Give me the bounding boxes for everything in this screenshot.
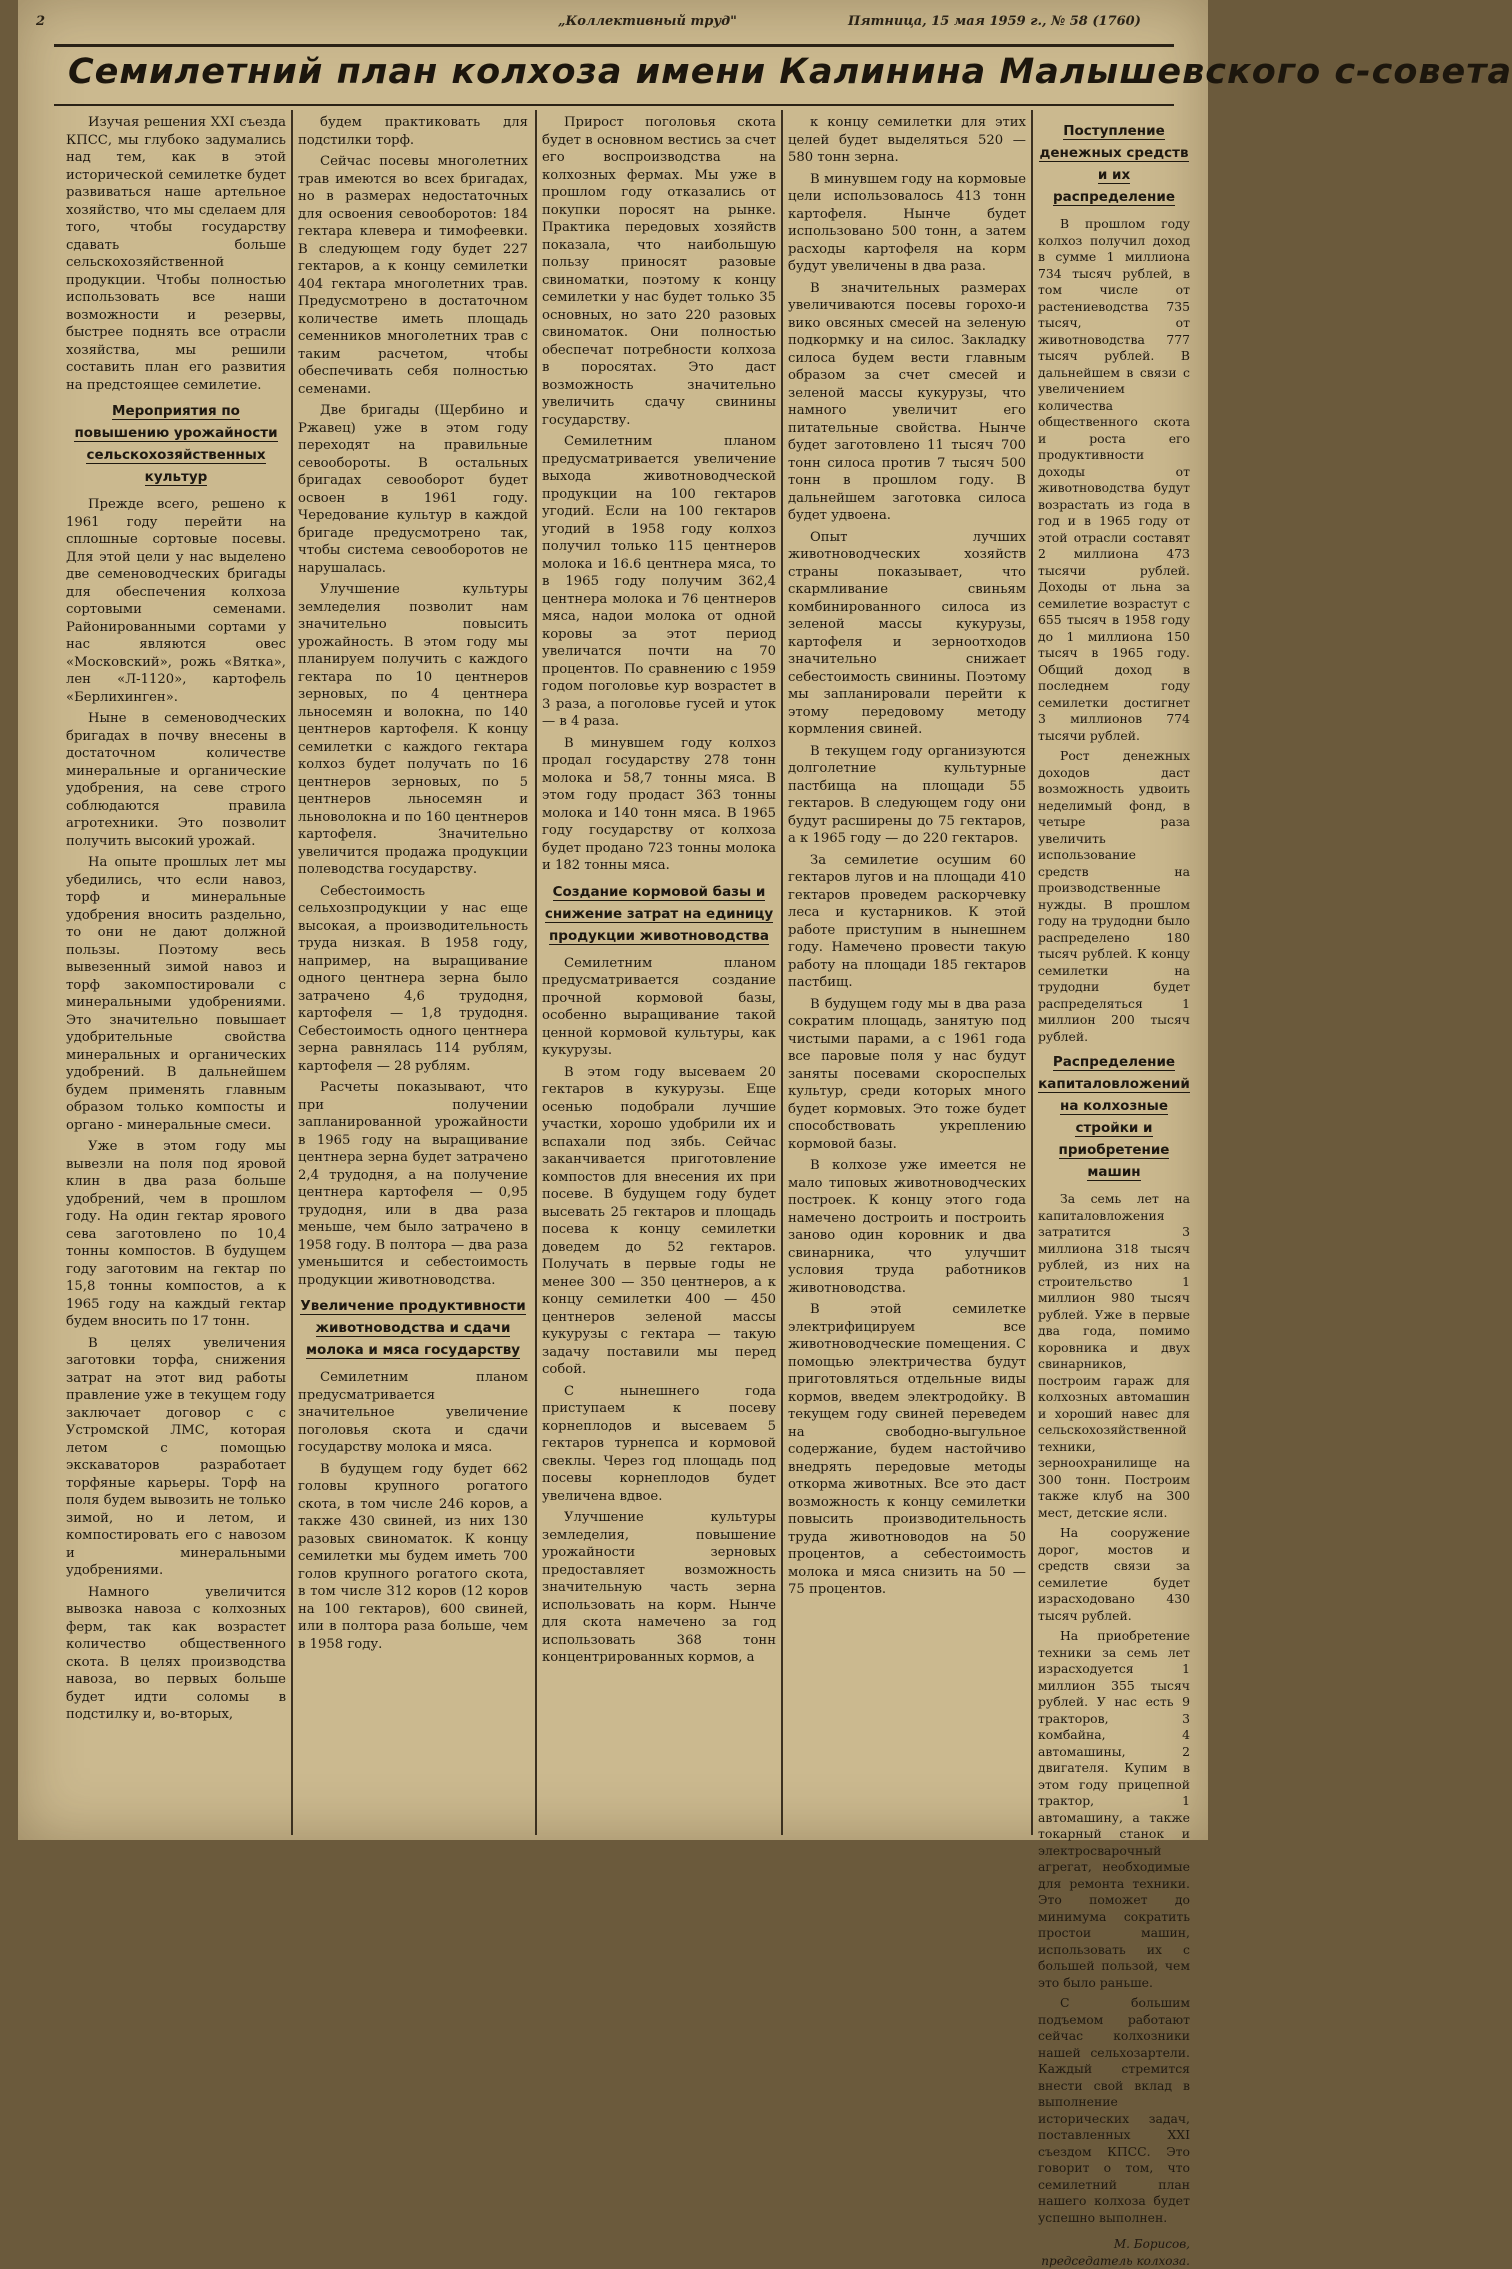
article-paragraph: Семилетним планом предусматривается создание прочной кормовой базы, особенно выращивание такой ценной кормовой культуры, как кукурузы.	[542, 955, 776, 1058]
article-paragraph: Улучшение культуры земледелия позволит нам значительно повысить урожайность. В этом году мы планируем получить с каждого гектара по 10 центнеров зерновых, по 4 центнера льносемян и волокна, по 140 центнеров картофеля. К концу семилетки с каждого гектара колхоз будет получать по 16 центнеров зерновых, по 5 центнеров льносемян и льноволокна и по 160 центнеров картофеля. Значительно увеличится продажа продукции полеводства государству.	[298, 582, 528, 877]
article-paragraph: Уже в этом году мы вывезли на поля под яровой клин в два раза больше удобрений, чем в прошлом году. На один гектар ярового сева заготовлено по 10,4 тонны компостов. В будущем году заготовим на гектар по 15,8 тонны компостов, а к 1965 году на каждый гектар будем вносить по 17 тонн.	[66, 1139, 286, 1329]
top-rule	[54, 44, 1174, 47]
headline-rule	[54, 104, 1174, 106]
column-divider	[291, 110, 293, 1835]
article-paragraph: Рост денежных доходов даст возможность удвоить неделимый фонд, в четыре раза увеличить использование средств на производственные нужды. В прошлом году на трудодни было распределено 180 тысяч рублей. К концу семилетки на трудодни будет распределяться 1 миллион 200 тысяч рублей.	[1038, 748, 1190, 1044]
article-paragraph: На сооружение дорог, мостов и средств связи за семилетие будет израсходовано 430 тысяч рублей.	[1038, 1525, 1190, 1623]
article-paragraph: Семилетним планом предусматривается значительное увеличение поголовья скота и сдачи государству молока и мяса.	[298, 1370, 528, 1455]
column-divider	[781, 110, 783, 1835]
article-paragraph: В значительных размерах увеличиваются посевы горохо-и вико овсяных смесей на зеленую подкормку и на силос. Закладку силоса будем вести главным образом за счет смесей и зеленой массы кукурузы, что намного увеличит его питательные свойства. Нынче будет заготовлено 11 тысяч 700 тонн силоса против 7 тысяч 500 тонн в прошлом году. В дальнейшем заготовка силоса будет удвоена.	[788, 280, 1026, 523]
issue-date: Пятница, 15 мая 1959 г., № 58 (1760)	[848, 14, 1141, 29]
section-subheading-text: Создание кормовой базы и снижение затрат на единицу продукции животноводства	[544, 883, 774, 944]
newspaper-name: „Коллективный труд"	[558, 14, 737, 29]
article-paragraph: В этом году высеваем 20 гектаров в кукурузы. Еще осенью подобрали лучшие участки, хорошо удобрили их и вспахали под зябь. Сейчас заканчивается приготовление компостов для внесения их при посеве. В будущем году будет высевать 25 гектаров и площадь посева к концу семилетки доведем до 52 гектаров. Получать в первые годы не менее 300 — 350 центнеров, а к концу семилетки 400 — 450 центнеров зеленой массы кукурузы с гектара — такую задачу поставили мы перед собой.	[542, 1064, 776, 1377]
article-paragraph: Сейчас посевы многолетних трав имеются во всех бригадах, но в размерах недостаточных для освоения севооборотов: 184 гектара клевера и тимофеевки. В следующем году будет 227 гектаров, а к концу семилетки 404 гектара многолетних трав. Предусмотрено в достаточном количестве иметь площадь семенников многолетних трав с таким расчетом, чтобы обеспечивать себя полностью семенами.	[298, 154, 528, 397]
article-paragraph: За семилетие осушим 60 гектаров лугов и на площади 410 гектаров проведем раскорчевку леса и кустарников. К этой работе приступим в нынешнем году. Намечено провести такую работу на площади 185 гектаров пастбищ.	[788, 852, 1026, 990]
article-paragraph: к концу семилетки для этих целей будет выделяться 520 — 580 тонн зерна.	[788, 115, 1026, 165]
article-paragraph: Изучая решения XXI съезда КПСС, мы глубоко задумались над тем, как в этой исторической семилетке будет развиваться наше артельное хозяйство, что мы сделаем для того, чтобы государству сдавать больше сельскохозяйственной продукции. Чтобы полностью использовать все наши возможности и резервы, быстрее поднять все отрасли хозяйства, мы решили составить план его развития на предстоящее семилетие.	[66, 115, 286, 393]
article-paragraph: В минувшем году на кормовые цели использовалось 413 тонн картофеля. Нынче будет использовано 500 тонн, а затем расходы картофеля на корм будут увеличены в два раза.	[788, 171, 1026, 274]
newspaper-page	[18, 0, 1512, 2268]
article-paragraph: Семилетним планом предусматривается увеличение выхода животноводческой продукции на 100 гектаров угодий. Если на 100 гектаров угодий в 1958 году колхоз получил только 115 центнеров молока и 16.6 центнера мяса, то в 1965 году получим 362,4 центнера молока и 76 центнеров мяса, надои молока от одной коровы за этот период увеличатся почти на 70 процентов. По сравнению с 1959 годом поголовье кур возрастет в 3 раза, а поголовье гусей и уток — в 4 раза.	[542, 434, 776, 729]
article-column-1	[66, 114, 286, 1834]
section-subheading	[66, 400, 286, 488]
page-headline: Семилетний план колхоза имени Калинина Малышевского с-совета	[68, 52, 1512, 92]
article-paragraph: Расчеты показывают, что при получении запланированной урожайности в 1965 году на выращивание центнера зерна будет затрачено 2,4 трудодня, а на получение центнера картофеля — 0,95 трудодня, или в два раза меньше, чем было затрачено в 1958 году. В полтора — два раза уменьшится и себестоимость продукции животноводства.	[298, 1080, 528, 1288]
article-paragraph: Улучшение культуры земледелия, повышение урожайности зерновых предоставляет возможность значительную часть зерна использовать на корм. Нынче для скота намечено за год использовать 368 тонн концентрированных кормов, а	[542, 1510, 776, 1665]
article-paragraph: В будущем году будет 662 головы крупного рогатого скота, в том числе 246 коров, а также 430 свиней, из них 130 разовых свиноматок. К концу семилетки мы будем иметь 700 голов крупного рогатого скота, в том числе 312 коров (12 коров на 100 гектаров), 600 свиней, или в полтора раза больше, чем в 1958 году.	[298, 1461, 528, 1652]
article-paragraph: На опыте прошлых лет мы убедились, что если навоз, торф и минеральные удобрения вносить раздельно, то они не дают должной пользы. Поэтому весь вывезенный зимой навоз и торф закомпостировали с минеральными удобрениями. Это значительно повышает удобрительные свойства минеральных и органических удобрений. В дальнейшем будем применять главным образом только компосты и органо - минеральные смеси.	[66, 855, 286, 1133]
masthead	[18, 8, 1198, 36]
article-paragraph: В будущем году мы в два раза сократим площадь, занятую под чистыми парами, а с 1961 года все паровые поля у нас будут заняты посевами скороспелых культур, среди которых много будет кормовых. Это тоже будет способствовать укреплению кормовой базы.	[788, 996, 1026, 1152]
article-paragraph: Прирост поголовья скота будет в основном вестись за счет его воспроизводства на колхозных фермах. Мы уже в прошлом году отказались от покупки поросят на рынке. Практика передовых хозяйств показала, что наибольшую пользу приносят разовые свиноматки, поэтому к концу семилетки у нас будет только 35 основных, но зато 220 разовых свиноматок. Они полностью обеспечат потребности колхоза в поросятах. Это даст возможность значительно увеличить сдачу свинины государству.	[542, 115, 776, 428]
article-paragraph: В колхозе уже имеется не мало типовых животноводческих построек. К концу этого года намечено достроить и построить заново один коровник и два свинарника, что улучшит условия труда работников животноводства.	[788, 1158, 1026, 1296]
article-paragraph: Опыт лучших животноводческих хозяйств страны показывает, что скармливание свиньям комбинированного силоса из зеленой массы кукурузы, картофеля и зерноотходов значительно снижает себестоимость свинины. Поэтому мы запланировали перейти к этому передовому методу кормления свиней.	[788, 529, 1026, 737]
article-paragraph: Две бригады (Щербино и Ржавец) уже в этом году переходят на правильные севообороты. В остальных бригадах севооборот будет освоен в 1961 году. Чередование культур в каждой бригаде предусмотрено так, чтобы система севооборотов не нарушалась.	[298, 403, 528, 576]
author-signature: М. Борисов, председатель колхоза.	[1041, 2237, 1190, 2268]
article-paragraph: На приобретение техники за семь лет израсходуется 1 миллион 355 тысяч рублей. У нас есть 9 тракторов, 3 комбайна, 4 автомашины, 2 двигателя. Купим в этом году прицепной трактор, 1 автомашину, а также токарный станок и электросварочный агрегат, необходимые для ремонта техники. Это поможет до минимума сократить простои машин, использовать их с большей пользой, чем это было раньше.	[1038, 1628, 1190, 1990]
article-paragraph: Ныне в семеноводческих бригадах в почву внесены в достаточном количестве минеральные и органические удобрения, на севе строго соблюдаются правила агротехники. Это позволит получить высокий урожай.	[66, 711, 286, 849]
section-subheading	[298, 1295, 528, 1361]
article-paragraph: С большим подъемом работают сейчас колхозники нашей сельхозартели. Каждый стремится внести свой вклад в выполнение исторических задач, поставленных XXI съездом КПСС. Это говорит о том, что семилетний план нашего колхоза будет успешно выполнен.	[1038, 1995, 1190, 2225]
article-paragraph: Себестоимость сельхозпродукции у нас еще высокая, а производительность труда низкая. В 1958 году, например, на выращивание одного центнера зерна было затрачено 4,6 трудодня, картофеля — 1,8 трудодня. Себестоимость одного центнера зерна равнялась 114 рублям, картофеля — 28 рублям.	[298, 883, 528, 1074]
article-paragraph: Прежде всего, решено к 1961 году перейти на сплошные сортовые посевы. Для этой цели у нас выделено две семеноводческих бригады для обеспечения колхоза сортовыми семенами. Районированными сортами у нас являются овес «Московский», рожь «Вятка», лен «Л-1120», картофель «Берлихинген».	[66, 497, 286, 705]
section-subheading-text: Мероприятия по повышению урожайности сельскохозяйственных культур	[74, 403, 278, 485]
article-paragraph: Намного увеличится вывозка навоза с колхозных ферм, так как возрастет количество общественного скота. В целях производства навоза, во первых больше будет идти соломы в подстилку и, во-вторых,	[66, 1584, 286, 1722]
column-divider	[535, 110, 537, 1835]
article-column-4	[788, 114, 1026, 1834]
section-subheading	[542, 881, 776, 947]
article-column-3	[542, 114, 776, 1834]
column-divider	[1031, 110, 1033, 1835]
section-subheading-text: Увеличение продуктивности животноводства и сдачи молока и мяса государству	[300, 1298, 526, 1358]
article-paragraph: будем практиковать для подстилки торф.	[298, 115, 528, 148]
article-paragraph: В прошлом году колхоз получил доход в сумме 1 миллиона 734 тысяч рублей, в том числе от растениеводства 735 тысяч, от животноводства 777 тысяч рублей. В дальнейшем в связи с увеличением количества общественного скота и роста его продуктивности доходы от животноводства будут возрастать из года в год и в 1965 году от этой отрасли составят 2 миллиона 473 тысячи рублей. Доходы от льна за семилетие возрастут с 655 тысяч в 1958 году до 1 миллиона 150 тысяч в 1965 году. Общий доход в последнем году семилетки достигнет 3 миллионов 774 тысячи рублей.	[1038, 216, 1190, 743]
article-paragraph: В минувшем году колхоз продал государству 278 тонн молока и 58,7 тонны мяса. В этом году продаст 363 тонны молока и 140 тонн мяса. В 1965 году государству от колхоза будет продано 723 тонны молока и 182 тонны мяса.	[542, 735, 776, 873]
page-number: 2	[36, 14, 46, 29]
article-paragraph: В текущем году организуются долголетние культурные пастбища на площади 55 гектаров. В следующем году они будут расширены до 75 гектаров, а к 1965 году — до 220 гектаров.	[788, 743, 1026, 846]
article-column-5	[1038, 114, 1190, 2268]
section-subheading	[1038, 120, 1190, 208]
section-subheading-text: Поступление денежных средств и их распределение	[1039, 123, 1189, 205]
article-paragraph: В целях увеличения заготовки торфа, снижения затрат на этот вид работы правление уже в текущем году заключает договор с с Устромской ЛМС, которая летом с помощью экскаваторов разработает торфяные карьеры. Торф на поля будем вывозить не только зимой, но и летом, и компостировать его с навозом и минеральными удобрениями.	[66, 1335, 286, 1578]
article-column-2	[298, 114, 528, 1834]
section-subheading-text: Распределение капиталовложений на колхозные стройки и приобретение машин	[1038, 1054, 1190, 1180]
article-paragraph: В этой семилетке электрифицируем все животноводческие помещения. С помощью электричества будут приготовляться отдельные виды кормов, введем электродойку. В текущем году свиней переведем на свободно-выгульное содержание, будем настойчиво внедрять передовые методы откорма животных. Все это даст возможность к концу семилетки повысить производительность труда животноводов на 50 процентов, а себестоимость молока и мяса снизить на 50 — 75 процентов.	[788, 1302, 1026, 1597]
section-subheading	[1038, 1051, 1190, 1183]
article-paragraph: За семь лет на капиталовложения затратится 3 миллиона 318 тысяч рублей, из них на строительство 1 миллион 980 тысяч рублей. Уже в первые два года, помимо коровника и двух свинарников, построим гараж для колхозных автомашин и хороший навес для сельскохозяйственной техники, зерноохранилище на 300 тонн. Построим также клуб на 300 мест, детские ясли.	[1038, 1191, 1190, 1520]
article-paragraph: С нынешнего года приступаем к посеву корнеплодов и высеваем 5 гектаров турнепса и кормовой свеклы. Через год площадь под посевы корнеплодов будет увеличена вдвое.	[542, 1383, 776, 1504]
